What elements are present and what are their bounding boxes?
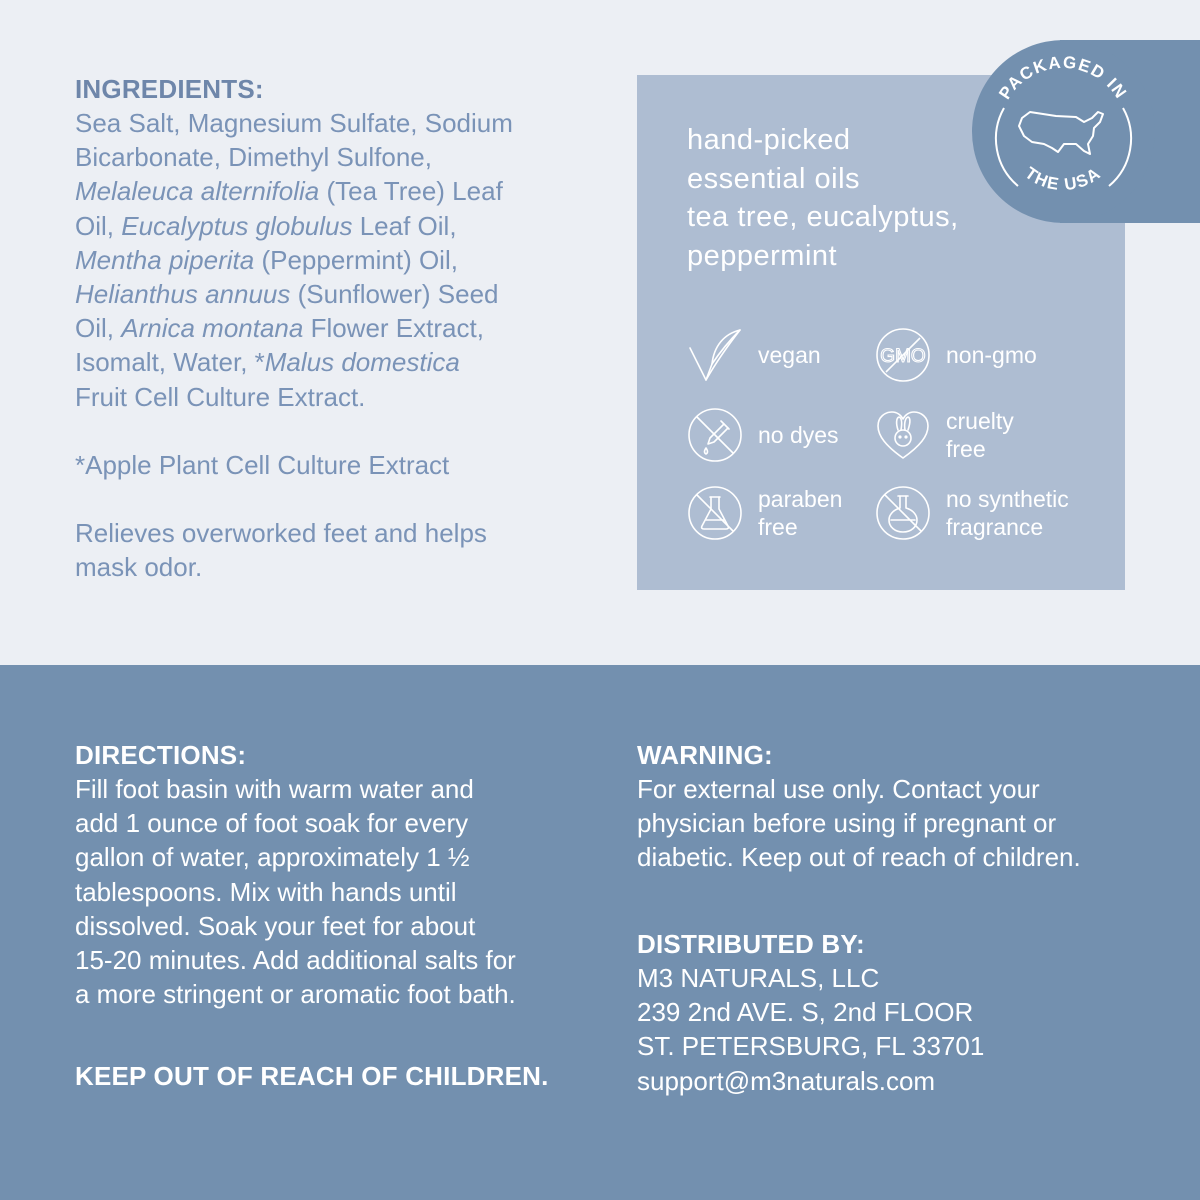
distributor-block <box>637 927 1177 1098</box>
warning-line: diabetic. Keep out of reach of children. <box>637 842 1081 873</box>
directions-line: tablespoons. Mix with hands until <box>75 876 457 907</box>
panel-title <box>687 121 1007 275</box>
badge-top-text: PACKAGED IN <box>995 52 1131 103</box>
ingredient-text: Bicarbonate, Dimethyl Sulfone, <box>75 142 432 173</box>
ingredient-line <box>75 311 595 345</box>
ingredient-text: Fruit Cell Culture Extract. <box>75 381 366 412</box>
feature-label: paraben <box>758 486 843 512</box>
ingredient-botanical-name: Malus domestica <box>264 347 460 378</box>
warning-line: For external use only. Contact your <box>637 774 1040 804</box>
feature-label: fragrance <box>946 514 1044 540</box>
directions-line: 15-20 minutes. Add additional salts for <box>75 945 516 976</box>
ingredient-text: (Peppermint) Oil, <box>254 244 458 275</box>
directions-line: Fill foot basin with warm water and <box>75 774 474 804</box>
feature-cruelty-free <box>874 406 1014 464</box>
directions-line: gallon of water, approximately 1 ½ <box>75 842 470 873</box>
feature-label: cruelty <box>946 408 1014 434</box>
feature-no-synthetic-fragrance <box>874 484 1069 542</box>
ingredient-line <box>75 345 595 379</box>
distributor-email[interactable]: support@m3naturals.com <box>637 1065 936 1096</box>
ingredients-footnote: *Apple Plant Cell Culture Extract <box>75 449 450 480</box>
panel-title-line: tea tree, eucalyptus, <box>687 201 959 233</box>
distributor-name: M3 NATURALS, LLC <box>637 963 880 993</box>
ingredient-text: Flower Extract, <box>303 313 484 344</box>
ingredient-line <box>75 174 595 208</box>
ingredient-line <box>75 209 595 243</box>
feature-paraben-free <box>686 484 842 542</box>
gmo-icon <box>874 326 932 384</box>
feature-label-group <box>744 485 842 541</box>
leaf-icon <box>686 326 744 384</box>
svg-text:THE USA <box>1021 163 1104 194</box>
packaged-in-usa-badge <box>972 40 1155 223</box>
panel-title-line: hand-picked <box>687 124 851 156</box>
feature-label: free <box>758 514 798 540</box>
directions-block <box>75 738 605 1093</box>
usa-map-icon <box>1019 112 1103 154</box>
warning-line: physician before using if pregnant or <box>637 808 1057 839</box>
distributor-address-line: 239 2nd AVE. S, 2nd FLOOR <box>637 997 974 1028</box>
rabbit-heart-icon <box>874 406 932 464</box>
ingredient-botanical-name: Eucalyptus globulus <box>121 210 353 241</box>
ingredient-line <box>75 277 595 311</box>
ingredient-text: Isomalt, Water, * <box>75 347 265 378</box>
feature-no-dyes <box>686 406 839 464</box>
feature-label-group <box>932 485 1069 541</box>
warning-heading: WARNING: <box>637 740 773 770</box>
ingredient-text: Leaf Oil, <box>352 210 457 241</box>
ingredient-text: Oil, <box>75 210 122 241</box>
ingredient-line <box>75 243 595 277</box>
ingredient-line <box>75 106 595 140</box>
warning-block <box>637 738 1177 875</box>
badge-bottom-text: THE USA <box>1021 163 1105 195</box>
ingredient-text: (Tea Tree) Leaf <box>319 176 503 207</box>
feature-label: free <box>946 436 986 462</box>
feature-label: no synthetic <box>946 486 1069 512</box>
ingredients-block <box>75 72 595 584</box>
flask-icon <box>686 484 744 542</box>
panel-title-line: essential oils <box>687 162 861 195</box>
round-flask-icon <box>874 484 932 542</box>
distributor-heading: DISTRIBUTED BY: <box>637 929 865 959</box>
keep-out-of-reach-warning: KEEP OUT OF REACH OF CHILDREN. <box>75 1061 549 1092</box>
ingredient-botanical-name: Arnica montana <box>121 313 304 344</box>
benefit-line: Relieves overworked feet and helps <box>75 518 487 549</box>
ingredient-botanical-name: Helianthus annuus <box>75 279 291 310</box>
feature-non-gmo <box>874 326 1037 384</box>
directions-line: add 1 ounce of foot soak for every <box>75 808 469 839</box>
directions-line: dissolved. Soak your feet for about <box>75 910 476 941</box>
feature-vegan <box>686 326 821 384</box>
ingredient-line <box>75 380 595 414</box>
ingredient-botanical-name: Mentha piperita <box>75 244 255 275</box>
distributor-city-line: ST. PETERSBURG, FL 33701 <box>637 1031 985 1062</box>
directions-heading: DIRECTIONS: <box>75 740 247 770</box>
ingredient-botanical-name: Melaleuca alternifolia <box>75 176 320 207</box>
feature-label: non-gmo <box>946 342 1037 368</box>
directions-line: a more stringent or aromatic foot bath. <box>75 979 516 1010</box>
gmo-icon-text: GMO <box>880 346 926 367</box>
feature-label: no dyes <box>758 422 839 448</box>
ingredient-text: Sea Salt, Magnesium Sulfate, Sodium <box>75 108 513 138</box>
ingredients-heading: INGREDIENTS: <box>75 74 264 104</box>
svg-text:PACKAGED IN <box>995 53 1131 103</box>
benefit-line: mask odor. <box>75 552 203 583</box>
ingredient-line <box>75 140 595 174</box>
feature-label-group <box>932 407 1014 463</box>
panel-title-line: peppermint <box>687 239 838 272</box>
dropper-icon <box>686 406 744 464</box>
ingredient-text: (Sunflower) Seed <box>290 279 499 310</box>
ingredients-list <box>75 106 595 414</box>
feature-label: vegan <box>758 342 821 368</box>
bottom-section <box>0 665 1200 1200</box>
ingredient-text: Oil, <box>75 313 122 344</box>
